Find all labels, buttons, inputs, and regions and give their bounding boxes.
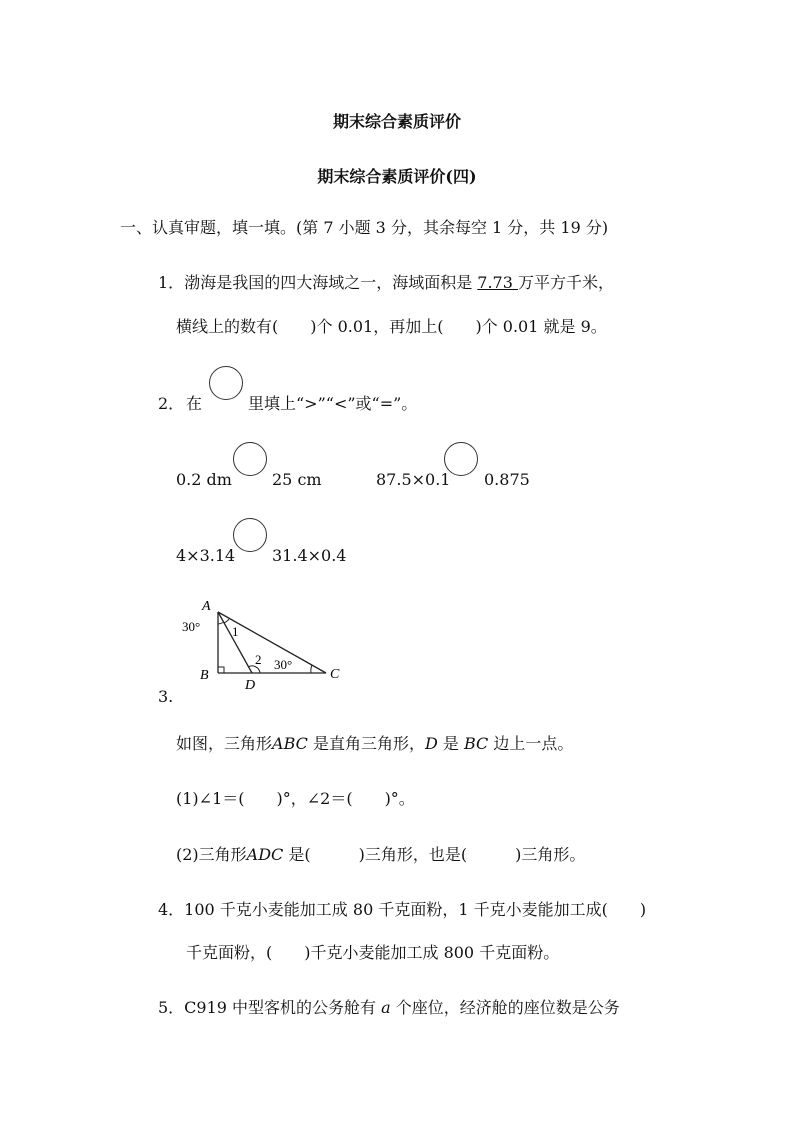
q3-part2 bbox=[176, 844, 585, 866]
angle-c-arc bbox=[311, 665, 312, 673]
q4-line2: 千克面粉，( )千克小麦能加工成 800 千克面粉。 bbox=[186, 943, 560, 962]
q1-underlined-value: 7.73 bbox=[477, 273, 518, 292]
mark-1: 1 bbox=[232, 624, 239, 639]
q5-text-a: 5．C919 中型客机的公务舱有 bbox=[158, 998, 382, 1017]
angle-c-label: 30° bbox=[274, 657, 293, 672]
angle-a-arc bbox=[218, 623, 223, 625]
q3-var-bc: BC bbox=[463, 734, 489, 753]
label-c: C bbox=[330, 667, 340, 682]
q2-example-circle bbox=[209, 366, 243, 400]
label-b: B bbox=[200, 668, 209, 683]
q3-intro-c: 是 bbox=[437, 734, 464, 753]
q3-var-abc: ABC bbox=[272, 734, 308, 753]
q5-var-a: a bbox=[381, 998, 391, 1017]
q3-triangle-figure bbox=[176, 594, 356, 693]
q1-line2: 横线上的数有( )个 0.01，再加上( )个 0.01 就是 9。 bbox=[176, 317, 607, 336]
side-ac bbox=[218, 612, 326, 673]
q1-text-b: 万平方千米， bbox=[518, 273, 615, 292]
mark-2: 2 bbox=[255, 652, 262, 667]
q2-item2-answer-circle[interactable] bbox=[444, 442, 478, 476]
page-subtitle: 期末综合素质评价(四) bbox=[317, 167, 477, 186]
q3-var-d: D bbox=[424, 734, 438, 753]
q2-item3-answer-circle[interactable] bbox=[233, 518, 267, 552]
q2-item1-answer-circle[interactable] bbox=[233, 442, 267, 476]
q3-intro-b: 是直角三角形， bbox=[307, 734, 425, 753]
q2-post-text: 里填上“>”“<”或“=”。 bbox=[248, 394, 418, 413]
q2-item2-right: 0.875 bbox=[484, 470, 530, 489]
q2-number: 2． bbox=[158, 394, 185, 413]
q5-text-b: 个座位，经济舱的座位数是公务 bbox=[390, 998, 620, 1017]
angle-1-arc bbox=[224, 619, 229, 623]
q4-line1: 4．100 千克小麦能加工成 80 千克面粉，1 千克小麦能加工成( ) bbox=[158, 900, 647, 919]
q2-item2-left: 87.5×0.1 bbox=[376, 470, 451, 489]
q2-item1-left: 0.2 dm bbox=[176, 470, 232, 489]
q3-intro-e: 边上一点。 bbox=[488, 734, 574, 753]
label-a: A bbox=[202, 599, 211, 614]
q3-intro bbox=[176, 733, 573, 755]
q2-pre-text: 在 bbox=[186, 394, 203, 413]
q2-item3-right: 31.4×0.4 bbox=[272, 546, 347, 565]
q2-item3-left: 4×3.14 bbox=[176, 546, 236, 565]
q1-line1 bbox=[158, 272, 614, 294]
q3-part2-b: 是( )三角形，也是( )三角形。 bbox=[283, 845, 586, 864]
page-title: 期末综合素质评价 bbox=[332, 112, 461, 131]
section-heading: 一、认真审题，填一填。(第 7 小题 3 分，其余每空 1 分，共 19 分) bbox=[120, 218, 609, 237]
q3-part1: (1)∠1＝( )°，∠2＝( )°。 bbox=[176, 789, 415, 808]
q1-text-a: 渤海是我国的四大海域之一，海域面积是 bbox=[184, 273, 478, 292]
q2-item1-right: 25 cm bbox=[272, 470, 322, 489]
label-d: D bbox=[245, 678, 256, 693]
angle-a-label: 30° bbox=[182, 619, 201, 634]
q5-line1 bbox=[158, 997, 620, 1019]
q3-intro-a: 如图，三角形 bbox=[176, 734, 273, 753]
right-angle-mark bbox=[218, 667, 224, 673]
q3-number: 3. bbox=[158, 687, 174, 706]
q3-part2-a: (2)三角形 bbox=[176, 845, 247, 864]
q3-var-adc: ADC bbox=[246, 845, 284, 864]
q1-number: 1． bbox=[158, 273, 185, 292]
